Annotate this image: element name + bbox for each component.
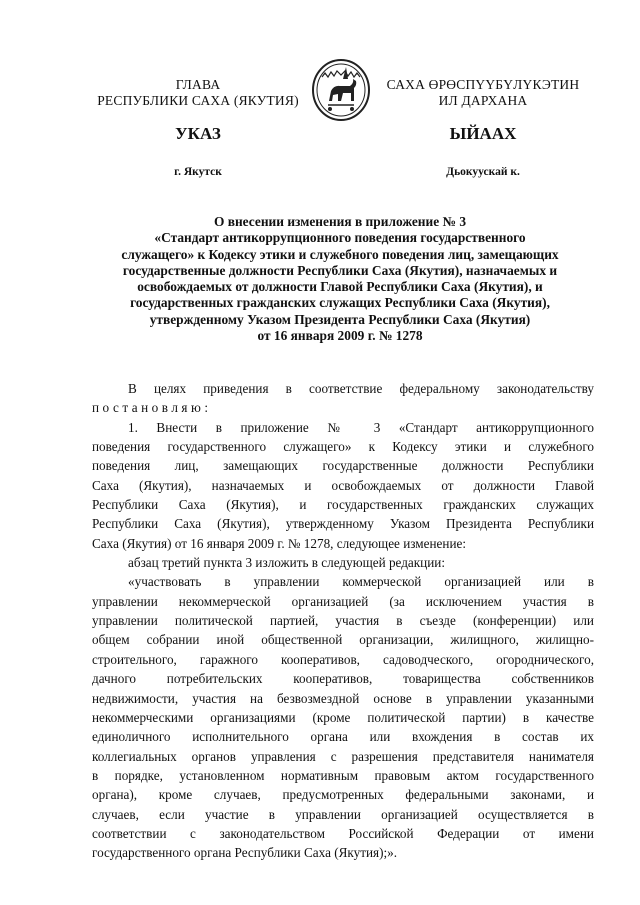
document-heading bbox=[90, 214, 590, 344]
body-line: недвижимости, участия на безвозмездной основе в управлении указанными bbox=[92, 690, 594, 706]
body-line: Саха (Якутия) от 16 января 2009 г. № 1278, следующее изменение: bbox=[92, 535, 467, 551]
heading-line: государственные должности Республики Саха (Якутия), назначаемых и bbox=[122, 262, 558, 278]
coat-of-arms-icon bbox=[310, 55, 372, 123]
body-line: абзац третий пункта 3 изложить в следующей редакции: bbox=[128, 555, 446, 571]
heading-line: О внесении изменения в приложение № 3 bbox=[213, 214, 467, 229]
body-line-decree-word: постановляю: bbox=[92, 400, 212, 416]
body-line: Республики Саха (Якутия), утвержденному Указом Президента Республики bbox=[92, 516, 594, 532]
issuer-line-1-yakut: САХА ӨРӨСПҮҮБҮЛҮКЭТИН bbox=[386, 77, 580, 92]
body-line: органа), кроме случаев, предусмотренных федеральными законами, и bbox=[92, 787, 594, 803]
doc-type-russian: УКАЗ bbox=[175, 124, 221, 143]
place-yakut: Дьокуускай к. bbox=[446, 166, 520, 178]
body-line: поведения лиц, замещающих государственные должности Республики bbox=[92, 458, 594, 474]
body-line: 1. Внести в приложение № 3 «Стандарт антикоррупционного bbox=[128, 419, 594, 435]
body-line: управлении политической партией, участия в съезде (конференции) или bbox=[92, 613, 594, 629]
body-line: в порядке, установленном нормативным правовым актом государственного bbox=[92, 767, 594, 783]
heading-line: служащего» к Кодексу этики и служебного поведения лиц, замещающих bbox=[121, 246, 559, 262]
body-line: соответствии с законодательством Российской Федерации от имени bbox=[92, 825, 594, 841]
body-line: В целях приведения в соответствие федеральному законодательству bbox=[128, 381, 594, 396]
issuer-line-2-yakut: ИЛ ДАРХАНА bbox=[438, 93, 528, 108]
body-line: Саха (Якутия), назначаемых и освобождаемых от должности Главой bbox=[92, 477, 594, 493]
body-line: коллегиальных органов управления с разрешения представителя нанимателя bbox=[92, 748, 594, 764]
body-line: поведения государственного служащего» к Кодексу этики и служебного bbox=[92, 439, 594, 455]
issuer-line-2: РЕСПУБЛИКИ САХА (ЯКУТИЯ) bbox=[97, 93, 299, 108]
issuer-title-russian bbox=[88, 77, 308, 109]
document-body bbox=[92, 379, 594, 863]
body-line: строительного, гаражного кооперативов, садоводческого, огороднического, bbox=[92, 651, 594, 667]
heading-line: государственных гражданских служащих Республики Саха (Якутия), bbox=[130, 295, 550, 311]
body-line: единоличного исполнительного органа или вхождения в состав их bbox=[92, 729, 594, 745]
body-line: случаев, если участие в управлении организацией осуществляется в bbox=[92, 806, 594, 822]
heading-line: от 16 января 2009 г. № 1278 bbox=[257, 328, 423, 344]
body-line: управлении некоммерческой организацией (за исключением участия в bbox=[92, 593, 594, 609]
issuer-line-1: ГЛАВА bbox=[175, 77, 221, 92]
body-line: «участвовать в управлении коммерческой организацией или в bbox=[128, 574, 594, 590]
heading-line: освобождаемых от должности Главой Республики Саха (Якутия), и bbox=[137, 279, 543, 295]
doc-type-yakut: ЫЙААХ bbox=[449, 124, 517, 143]
place-russian: г. Якутск bbox=[174, 166, 222, 178]
body-line: некоммерческими организациями (кроме политической партии) в качестве bbox=[92, 709, 594, 725]
body-line: государственного органа Республики Саха (Якутия);». bbox=[92, 845, 398, 861]
body-line: дачного потребительских кооперативов, товарищества собственников bbox=[92, 671, 594, 687]
heading-line: «Стандарт антикоррупционного поведения государственного bbox=[154, 230, 526, 246]
body-line: общем собрании иной общественной организации, жилищного, жилищно- bbox=[92, 632, 594, 648]
body-line: Республики Саха (Якутия), и государственных гражданских служащих bbox=[92, 497, 594, 513]
heading-line: утвержденному Указом Президента Республики Саха (Якутия) bbox=[149, 311, 531, 327]
issuer-title-yakut bbox=[378, 77, 588, 109]
